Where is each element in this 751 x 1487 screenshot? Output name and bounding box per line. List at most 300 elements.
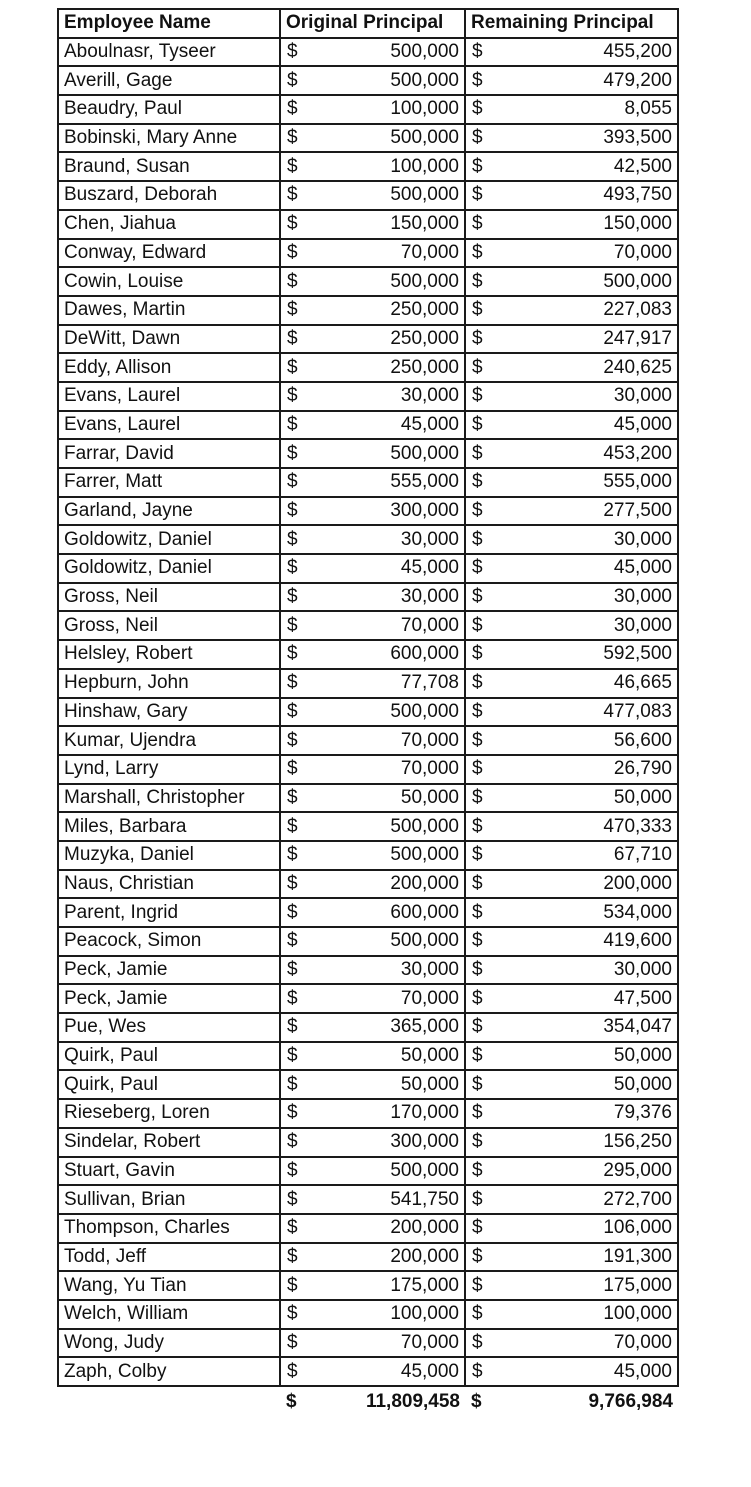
remaining-principal-amount: 534,000 xyxy=(603,901,672,923)
remaining-principal-cell xyxy=(465,95,678,124)
original-principal-cell xyxy=(280,1128,465,1157)
original-principal-amount: 500,000 xyxy=(390,127,459,149)
employee-name-cell: Farrer, Matt xyxy=(58,468,280,497)
employee-name-cell: Zaph, Colby xyxy=(58,1357,280,1386)
remaining-principal-amount: 295,000 xyxy=(603,1159,672,1181)
original-principal-amount: 100,000 xyxy=(390,155,459,177)
remaining-principal-amount: 470,333 xyxy=(603,815,672,837)
employee-name-cell: Helsley, Robert xyxy=(58,640,280,669)
original-principal-amount: 600,000 xyxy=(390,901,459,923)
currency-symbol: $ xyxy=(287,586,298,608)
original-principal-amount: 500,000 xyxy=(390,844,459,866)
employee-name-cell: Aboulnasr, Tyseer xyxy=(58,38,280,67)
table-row xyxy=(58,325,678,354)
total-remaining-cell xyxy=(465,1386,678,1417)
remaining-principal-cell xyxy=(465,296,678,325)
original-principal-cell xyxy=(280,181,465,210)
original-principal-amount: 50,000 xyxy=(400,786,459,808)
remaining-principal-cell xyxy=(465,698,678,727)
original-principal-amount: 45,000 xyxy=(400,1360,459,1382)
table-row xyxy=(58,296,678,325)
table-row xyxy=(58,1128,678,1157)
currency-symbol: $ xyxy=(472,500,483,522)
original-principal-cell xyxy=(280,841,465,870)
currency-symbol: $ xyxy=(472,69,483,91)
currency-symbol: $ xyxy=(472,786,483,808)
currency-symbol: $ xyxy=(287,758,298,780)
currency-symbol: $ xyxy=(287,1217,298,1239)
remaining-principal-cell xyxy=(465,841,678,870)
table-row xyxy=(58,239,678,268)
table-row xyxy=(58,1329,678,1358)
original-principal-cell xyxy=(280,439,465,468)
currency-symbol: $ xyxy=(287,1303,298,1325)
original-principal-cell xyxy=(280,870,465,899)
remaining-principal-amount: 453,200 xyxy=(603,442,672,464)
original-principal-cell xyxy=(280,698,465,727)
remaining-principal-cell xyxy=(465,583,678,612)
table-row xyxy=(58,1357,678,1386)
currency-symbol: $ xyxy=(472,127,483,149)
table-row xyxy=(58,1157,678,1186)
currency-symbol: $ xyxy=(287,557,298,579)
employee-name-cell: Eddy, Allison xyxy=(58,353,280,382)
employee-name-cell: Lynd, Larry xyxy=(58,755,280,784)
table-row xyxy=(58,755,678,784)
employee-name-cell: Farrar, David xyxy=(58,439,280,468)
currency-symbol: $ xyxy=(472,1217,483,1239)
currency-symbol: $ xyxy=(287,356,298,378)
remaining-principal-amount: 45,000 xyxy=(613,557,672,579)
principal-table xyxy=(57,8,679,1417)
remaining-principal-amount: 45,000 xyxy=(613,413,672,435)
employee-name-cell: Stuart, Gavin xyxy=(58,1157,280,1186)
currency-symbol: $ xyxy=(472,1245,483,1267)
remaining-principal-amount: 30,000 xyxy=(613,614,672,636)
remaining-principal-cell xyxy=(465,181,678,210)
remaining-principal-cell xyxy=(465,956,678,985)
currency-symbol: $ xyxy=(472,930,483,952)
employee-name-cell: Goldowitz, Daniel xyxy=(58,554,280,583)
remaining-principal-amount: 227,083 xyxy=(603,299,672,321)
employee-name-cell: Gross, Neil xyxy=(58,611,280,640)
currency-symbol: $ xyxy=(472,672,483,694)
currency-symbol: $ xyxy=(472,1360,483,1382)
currency-symbol: $ xyxy=(472,614,483,636)
currency-symbol: $ xyxy=(287,729,298,751)
original-principal-amount: 150,000 xyxy=(390,213,459,235)
remaining-principal-amount: 30,000 xyxy=(613,385,672,407)
remaining-principal-amount: 419,600 xyxy=(603,930,672,952)
currency-symbol: $ xyxy=(287,1045,298,1067)
currency-symbol: $ xyxy=(472,586,483,608)
table-row xyxy=(58,382,678,411)
employee-name-cell: Marshall, Christopher xyxy=(58,784,280,813)
remaining-principal-amount: 70,000 xyxy=(613,1331,672,1353)
original-principal-amount: 70,000 xyxy=(400,758,459,780)
employee-name-cell: Naus, Christian xyxy=(58,870,280,899)
remaining-principal-amount: 277,500 xyxy=(603,500,672,522)
currency-symbol: $ xyxy=(287,1274,298,1296)
original-principal-cell xyxy=(280,927,465,956)
original-principal-amount: 555,000 xyxy=(390,471,459,493)
employee-name-cell: Garland, Jayne xyxy=(58,497,280,526)
remaining-principal-cell xyxy=(465,411,678,440)
original-principal-amount: 175,000 xyxy=(390,1274,459,1296)
employee-name-cell: Beaudry, Paul xyxy=(58,95,280,124)
original-principal-amount: 45,000 xyxy=(400,557,459,579)
original-principal-amount: 170,000 xyxy=(390,1102,459,1124)
remaining-principal-cell xyxy=(465,726,678,755)
remaining-principal-cell xyxy=(465,124,678,153)
currency-symbol: $ xyxy=(472,41,483,63)
remaining-principal-amount: 79,376 xyxy=(613,1102,672,1124)
totals-row xyxy=(58,1386,678,1417)
currency-symbol: $ xyxy=(287,872,298,894)
original-principal-amount: 365,000 xyxy=(390,1016,459,1038)
currency-symbol: $ xyxy=(472,1159,483,1181)
table-row xyxy=(58,411,678,440)
remaining-principal-amount: 30,000 xyxy=(613,586,672,608)
currency-symbol: $ xyxy=(472,729,483,751)
original-principal-amount: 30,000 xyxy=(400,959,459,981)
original-principal-amount: 50,000 xyxy=(400,1045,459,1067)
original-principal-cell xyxy=(280,468,465,497)
currency-symbol: $ xyxy=(472,213,483,235)
currency-symbol: $ xyxy=(472,327,483,349)
employee-name-cell: Goldowitz, Daniel xyxy=(58,525,280,554)
currency-symbol: $ xyxy=(287,413,298,435)
currency-symbol: $ xyxy=(472,1331,483,1353)
original-principal-cell xyxy=(280,296,465,325)
employee-name-cell: Wang, Yu Tian xyxy=(58,1271,280,1300)
header-remaining-principal: Remaining Principal xyxy=(465,9,678,38)
original-principal-amount: 70,000 xyxy=(400,614,459,636)
principal-table-document xyxy=(57,8,677,1417)
currency-symbol: $ xyxy=(287,643,298,665)
remaining-principal-cell xyxy=(465,353,678,382)
currency-symbol: $ xyxy=(472,643,483,665)
currency-symbol: $ xyxy=(287,930,298,952)
table-row xyxy=(58,1214,678,1243)
currency-symbol: $ xyxy=(287,528,298,550)
original-principal-amount: 541,750 xyxy=(390,1188,459,1210)
original-principal-cell xyxy=(280,152,465,181)
original-principal-amount: 500,000 xyxy=(390,270,459,292)
remaining-principal-amount: 50,000 xyxy=(613,1073,672,1095)
original-principal-cell xyxy=(280,1271,465,1300)
remaining-principal-cell xyxy=(465,1070,678,1099)
currency-symbol: $ xyxy=(287,127,298,149)
employee-name-cell: Peacock, Simon xyxy=(58,927,280,956)
currency-symbol: $ xyxy=(472,872,483,894)
table-row xyxy=(58,640,678,669)
table-row xyxy=(58,497,678,526)
remaining-principal-amount: 30,000 xyxy=(613,959,672,981)
remaining-principal-amount: 26,790 xyxy=(613,758,672,780)
remaining-principal-amount: 592,500 xyxy=(603,643,672,665)
currency-symbol: $ xyxy=(472,1016,483,1038)
currency-symbol: $ xyxy=(287,614,298,636)
original-principal-amount: 500,000 xyxy=(390,930,459,952)
table-row xyxy=(58,583,678,612)
currency-symbol: $ xyxy=(472,184,483,206)
remaining-principal-amount: 191,300 xyxy=(603,1245,672,1267)
table-row xyxy=(58,611,678,640)
currency-symbol: $ xyxy=(287,1159,298,1181)
currency-symbol: $ xyxy=(287,1131,298,1153)
currency-symbol: $ xyxy=(472,1303,483,1325)
remaining-principal-cell xyxy=(465,38,678,67)
employee-name-cell: DeWitt, Dawn xyxy=(58,325,280,354)
total-remaining-principal: 9,766,984 xyxy=(588,1391,673,1412)
table-row xyxy=(58,554,678,583)
remaining-principal-cell xyxy=(465,439,678,468)
currency-symbol: $ xyxy=(472,815,483,837)
employee-name-cell: Chen, Jiahua xyxy=(58,210,280,239)
original-principal-amount: 200,000 xyxy=(390,872,459,894)
table-row xyxy=(58,1013,678,1042)
original-principal-amount: 30,000 xyxy=(400,385,459,407)
currency-symbol: $ xyxy=(287,1245,298,1267)
remaining-principal-cell xyxy=(465,267,678,296)
remaining-principal-cell xyxy=(465,554,678,583)
remaining-principal-amount: 555,000 xyxy=(603,471,672,493)
remaining-principal-amount: 175,000 xyxy=(603,1274,672,1296)
remaining-principal-cell xyxy=(465,325,678,354)
currency-symbol: $ xyxy=(472,1045,483,1067)
remaining-principal-amount: 70,000 xyxy=(613,241,672,263)
table-row xyxy=(58,95,678,124)
remaining-principal-cell xyxy=(465,468,678,497)
employee-name-cell: Sindelar, Robert xyxy=(58,1128,280,1157)
remaining-principal-amount: 247,917 xyxy=(603,327,672,349)
remaining-principal-cell xyxy=(465,898,678,927)
table-row xyxy=(58,1185,678,1214)
remaining-principal-cell xyxy=(465,1243,678,1272)
currency-symbol: $ xyxy=(472,413,483,435)
currency-symbol: $ xyxy=(287,1016,298,1038)
currency-symbol: $ xyxy=(471,1391,482,1412)
remaining-principal-cell xyxy=(465,669,678,698)
currency-symbol: $ xyxy=(287,500,298,522)
currency-symbol: $ xyxy=(287,327,298,349)
remaining-principal-cell xyxy=(465,1329,678,1358)
employee-name-cell: Braund, Susan xyxy=(58,152,280,181)
remaining-principal-amount: 156,250 xyxy=(603,1131,672,1153)
original-principal-cell xyxy=(280,956,465,985)
currency-symbol: $ xyxy=(287,184,298,206)
employee-name-cell: Hepburn, John xyxy=(58,669,280,698)
original-principal-amount: 70,000 xyxy=(400,987,459,1009)
remaining-principal-amount: 240,625 xyxy=(603,356,672,378)
employee-name-cell: Buszard, Deborah xyxy=(58,181,280,210)
currency-symbol: $ xyxy=(472,356,483,378)
total-original-cell xyxy=(280,1386,465,1417)
original-principal-amount: 500,000 xyxy=(390,69,459,91)
currency-symbol: $ xyxy=(472,557,483,579)
employee-name-cell: Muzyka, Daniel xyxy=(58,841,280,870)
currency-symbol: $ xyxy=(472,270,483,292)
remaining-principal-amount: 100,000 xyxy=(603,1303,672,1325)
employee-name-cell: Peck, Jamie xyxy=(58,956,280,985)
original-principal-amount: 500,000 xyxy=(390,41,459,63)
remaining-principal-cell xyxy=(465,152,678,181)
currency-symbol: $ xyxy=(472,758,483,780)
original-principal-amount: 600,000 xyxy=(390,643,459,665)
original-principal-cell xyxy=(280,554,465,583)
remaining-principal-amount: 42,500 xyxy=(613,155,672,177)
original-principal-amount: 30,000 xyxy=(400,528,459,550)
currency-symbol: $ xyxy=(472,1131,483,1153)
header-row xyxy=(58,9,678,38)
original-principal-amount: 50,000 xyxy=(400,1073,459,1095)
currency-symbol: $ xyxy=(287,815,298,837)
remaining-principal-amount: 50,000 xyxy=(613,1045,672,1067)
original-principal-cell xyxy=(280,210,465,239)
original-principal-cell xyxy=(280,353,465,382)
currency-symbol: $ xyxy=(287,1360,298,1382)
original-principal-amount: 250,000 xyxy=(390,327,459,349)
original-principal-amount: 300,000 xyxy=(390,1131,459,1153)
currency-symbol: $ xyxy=(472,299,483,321)
currency-symbol: $ xyxy=(287,385,298,407)
remaining-principal-cell xyxy=(465,1042,678,1071)
table-row xyxy=(58,210,678,239)
original-principal-amount: 500,000 xyxy=(390,184,459,206)
original-principal-cell xyxy=(280,1099,465,1128)
original-principal-cell xyxy=(280,726,465,755)
original-principal-cell xyxy=(280,66,465,95)
currency-symbol: $ xyxy=(472,987,483,1009)
remaining-principal-amount: 455,200 xyxy=(603,41,672,63)
currency-symbol: $ xyxy=(472,1102,483,1124)
original-principal-cell xyxy=(280,267,465,296)
currency-symbol: $ xyxy=(472,98,483,120)
remaining-principal-amount: 67,710 xyxy=(613,844,672,866)
currency-symbol: $ xyxy=(472,959,483,981)
remaining-principal-amount: 46,665 xyxy=(613,672,672,694)
table-row xyxy=(58,152,678,181)
employee-name-cell: Sullivan, Brian xyxy=(58,1185,280,1214)
original-principal-cell xyxy=(280,984,465,1013)
remaining-principal-cell xyxy=(465,525,678,554)
original-principal-amount: 250,000 xyxy=(390,299,459,321)
employee-name-cell: Rieseberg, Loren xyxy=(58,1099,280,1128)
employee-name-cell: Miles, Barbara xyxy=(58,812,280,841)
original-principal-cell xyxy=(280,611,465,640)
remaining-principal-cell xyxy=(465,382,678,411)
currency-symbol: $ xyxy=(472,700,483,722)
table-row xyxy=(58,784,678,813)
employee-name-cell: Todd, Jeff xyxy=(58,1243,280,1272)
currency-symbol: $ xyxy=(287,1102,298,1124)
currency-symbol: $ xyxy=(287,959,298,981)
remaining-principal-cell xyxy=(465,497,678,526)
employee-name-cell: Evans, Laurel xyxy=(58,382,280,411)
table-row xyxy=(58,669,678,698)
remaining-principal-amount: 479,200 xyxy=(603,69,672,91)
table-row xyxy=(58,124,678,153)
table-row xyxy=(58,66,678,95)
table-row xyxy=(58,1099,678,1128)
remaining-principal-amount: 493,750 xyxy=(603,184,672,206)
original-principal-amount: 30,000 xyxy=(400,586,459,608)
table-row xyxy=(58,1070,678,1099)
currency-symbol: $ xyxy=(287,270,298,292)
employee-name-cell: Welch, William xyxy=(58,1300,280,1329)
original-principal-amount: 250,000 xyxy=(390,356,459,378)
currency-symbol: $ xyxy=(472,241,483,263)
currency-symbol: $ xyxy=(287,241,298,263)
remaining-principal-cell xyxy=(465,927,678,956)
original-principal-amount: 100,000 xyxy=(390,98,459,120)
header-original-principal: Original Principal xyxy=(280,9,465,38)
currency-symbol: $ xyxy=(472,155,483,177)
currency-symbol: $ xyxy=(287,672,298,694)
table-row xyxy=(58,353,678,382)
currency-symbol: $ xyxy=(472,1188,483,1210)
table-row xyxy=(58,267,678,296)
original-principal-cell xyxy=(280,325,465,354)
remaining-principal-cell xyxy=(465,1214,678,1243)
table-row xyxy=(58,841,678,870)
table-row xyxy=(58,1300,678,1329)
currency-symbol: $ xyxy=(287,901,298,923)
remaining-principal-amount: 200,000 xyxy=(603,872,672,894)
remaining-principal-amount: 106,000 xyxy=(603,1217,672,1239)
original-principal-amount: 77,708 xyxy=(400,672,459,694)
employee-name-cell: Dawes, Martin xyxy=(58,296,280,325)
currency-symbol: $ xyxy=(472,385,483,407)
currency-symbol: $ xyxy=(287,1331,298,1353)
currency-symbol: $ xyxy=(472,844,483,866)
total-original-principal: 11,809,458 xyxy=(365,1391,460,1412)
remaining-principal-amount: 50,000 xyxy=(613,786,672,808)
remaining-principal-cell xyxy=(465,611,678,640)
employee-name-cell: Bobinski, Mary Anne xyxy=(58,124,280,153)
remaining-principal-cell xyxy=(465,239,678,268)
original-principal-cell xyxy=(280,1070,465,1099)
remaining-principal-cell xyxy=(465,784,678,813)
table-row xyxy=(58,956,678,985)
table-row xyxy=(58,870,678,899)
original-principal-cell xyxy=(280,812,465,841)
remaining-principal-amount: 354,047 xyxy=(603,1016,672,1038)
currency-symbol: $ xyxy=(287,442,298,464)
employee-name-cell: Gross, Neil xyxy=(58,583,280,612)
original-principal-cell xyxy=(280,898,465,927)
table-row xyxy=(58,726,678,755)
table-row xyxy=(58,1042,678,1071)
table-row xyxy=(58,927,678,956)
original-principal-cell xyxy=(280,95,465,124)
remaining-principal-cell xyxy=(465,812,678,841)
original-principal-amount: 200,000 xyxy=(390,1245,459,1267)
employee-name-cell: Pue, Wes xyxy=(58,1013,280,1042)
table-row xyxy=(58,439,678,468)
currency-symbol: $ xyxy=(287,69,298,91)
employee-name-cell: Thompson, Charles xyxy=(58,1214,280,1243)
original-principal-amount: 70,000 xyxy=(400,729,459,751)
totals-label-cell xyxy=(58,1386,280,1417)
employee-name-cell: Parent, Ingrid xyxy=(58,898,280,927)
original-principal-cell xyxy=(280,640,465,669)
table-row xyxy=(58,698,678,727)
remaining-principal-cell xyxy=(465,1128,678,1157)
remaining-principal-cell xyxy=(465,1185,678,1214)
table-body xyxy=(58,38,678,1386)
